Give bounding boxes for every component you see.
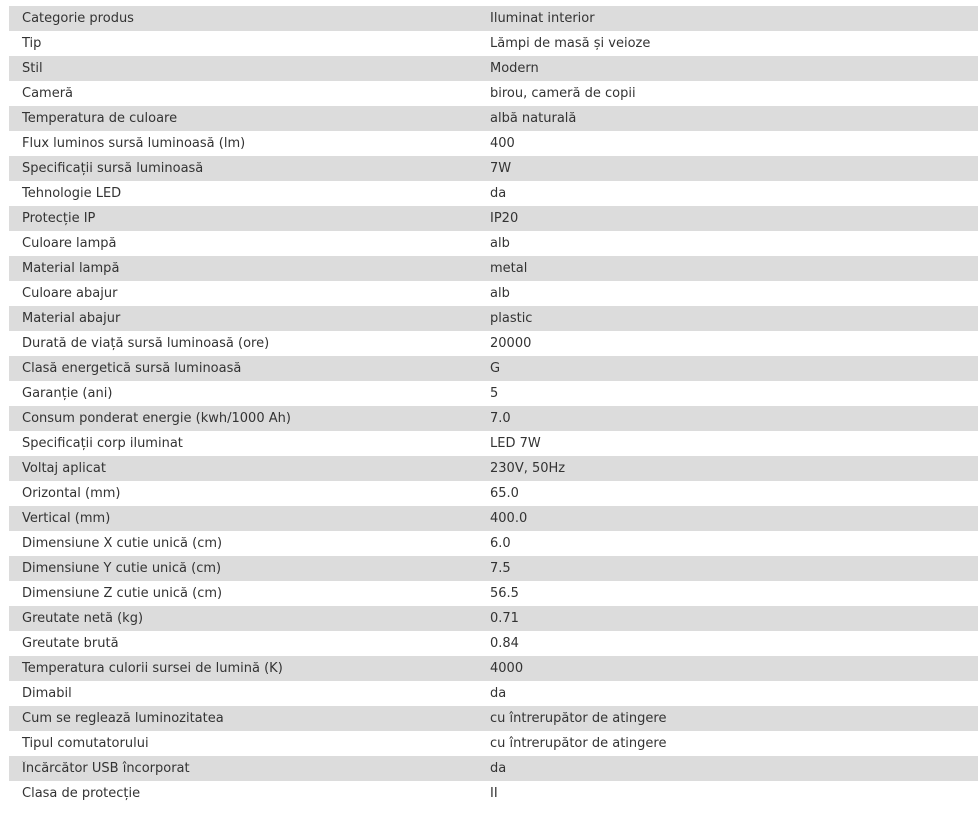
spec-label: Clasa de protecție: [22, 786, 141, 801]
spec-value: G: [490, 361, 501, 376]
spec-label: Stil: [22, 61, 43, 76]
spec-label: Clasă energetică sursă luminoasă: [22, 361, 242, 376]
spec-value: 400.0: [490, 511, 528, 526]
spec-label: Vertical (mm): [22, 511, 111, 526]
spec-row: [9, 281, 978, 306]
spec-value: da: [490, 686, 507, 701]
spec-label: Dimabil: [22, 686, 72, 701]
spec-label: Tehnologie LED: [22, 186, 122, 201]
spec-row: [9, 156, 978, 181]
spec-row: [9, 706, 978, 731]
specifications-table: [9, 6, 978, 806]
spec-value: 65.0: [490, 486, 519, 501]
spec-row: [9, 256, 978, 281]
spec-label: Protecție IP: [22, 211, 96, 226]
spec-label: Greutate brută: [22, 636, 119, 651]
spec-label: Temperatura de culoare: [22, 111, 178, 126]
spec-value: 7.5: [490, 561, 511, 576]
spec-row: [9, 756, 978, 781]
spec-value: 6.0: [490, 536, 511, 551]
spec-row: [9, 131, 978, 156]
spec-label: Categorie produs: [22, 11, 134, 26]
spec-value: 5: [490, 386, 499, 401]
spec-label: Orizontal (mm): [22, 486, 121, 501]
spec-label: Dimensiune X cutie unică (cm): [22, 536, 223, 551]
spec-value: 20000: [490, 336, 532, 351]
spec-value: Iluminat interior: [490, 11, 595, 26]
spec-value: plastic: [490, 311, 533, 326]
spec-label: Culoare abajur: [22, 286, 118, 301]
spec-row: [9, 381, 978, 406]
spec-row: [9, 231, 978, 256]
spec-row: [9, 631, 978, 656]
spec-value: albă naturală: [490, 111, 577, 126]
spec-row: [9, 731, 978, 756]
spec-label: Tipul comutatorului: [22, 736, 149, 751]
spec-label: Temperatura culorii sursei de lumină (K): [22, 661, 283, 676]
spec-row: [9, 206, 978, 231]
spec-value: alb: [490, 286, 510, 301]
spec-value: 230V, 50Hz: [490, 461, 566, 476]
spec-value: cu întrerupător de atingere: [490, 736, 667, 751]
spec-row: [9, 306, 978, 331]
spec-row: [9, 431, 978, 456]
spec-label: Specificații sursă luminoasă: [22, 161, 204, 176]
spec-label: Durată de viață sursă luminoasă (ore): [22, 336, 270, 351]
spec-row: [9, 481, 978, 506]
spec-label: Flux luminos sursă luminoasă (lm): [22, 136, 246, 151]
spec-label: Material lampă: [22, 261, 120, 276]
spec-value: 7.0: [490, 411, 511, 426]
spec-row: [9, 31, 978, 56]
spec-row: [9, 556, 978, 581]
spec-label: Garanție (ani): [22, 386, 113, 401]
spec-label: Cameră: [22, 86, 74, 101]
spec-value: II: [490, 786, 498, 801]
spec-row: [9, 531, 978, 556]
spec-row: [9, 331, 978, 356]
spec-value: 7W: [490, 161, 512, 176]
spec-value: Lămpi de masă și veioze: [490, 36, 651, 51]
spec-row: [9, 656, 978, 681]
spec-value: LED 7W: [490, 436, 541, 451]
spec-value: da: [490, 186, 507, 201]
spec-row: [9, 81, 978, 106]
spec-row: [9, 6, 978, 31]
spec-row: [9, 606, 978, 631]
spec-row: [9, 181, 978, 206]
spec-row: [9, 681, 978, 706]
spec-label: Specificații corp iluminat: [22, 436, 183, 451]
spec-value: 56.5: [490, 586, 519, 601]
spec-row: [9, 581, 978, 606]
spec-row: [9, 356, 978, 381]
spec-label: Material abajur: [22, 311, 121, 326]
spec-value: Modern: [490, 61, 539, 76]
spec-label: Greutate netă (kg): [22, 611, 144, 626]
spec-value: 4000: [490, 661, 524, 676]
spec-row: [9, 506, 978, 531]
spec-label: Dimensiune Y cutie unică (cm): [22, 561, 222, 576]
spec-value: cu întrerupător de atingere: [490, 711, 667, 726]
spec-row: [9, 456, 978, 481]
spec-value: 400: [490, 136, 515, 151]
spec-row: [9, 106, 978, 131]
spec-label: Dimensiune Z cutie unică (cm): [22, 586, 223, 601]
spec-value: 0.84: [490, 636, 519, 651]
spec-label: Încărcător USB încorporat: [22, 761, 190, 776]
spec-label: Culoare lampă: [22, 236, 117, 251]
spec-value: alb: [490, 236, 510, 251]
spec-label: Consum ponderat energie (kwh/1000 Ah): [22, 411, 291, 426]
spec-row: [9, 781, 978, 806]
spec-value: IP20: [490, 211, 519, 226]
spec-row: [9, 406, 978, 431]
spec-label: Tip: [22, 36, 42, 51]
spec-label: Voltaj aplicat: [22, 461, 106, 476]
spec-row: [9, 56, 978, 81]
spec-value: metal: [490, 261, 528, 276]
spec-value: da: [490, 761, 507, 776]
spec-value: birou, cameră de copii: [490, 86, 636, 101]
spec-label: Cum se reglează luminozitatea: [22, 711, 224, 726]
spec-value: 0.71: [490, 611, 519, 626]
